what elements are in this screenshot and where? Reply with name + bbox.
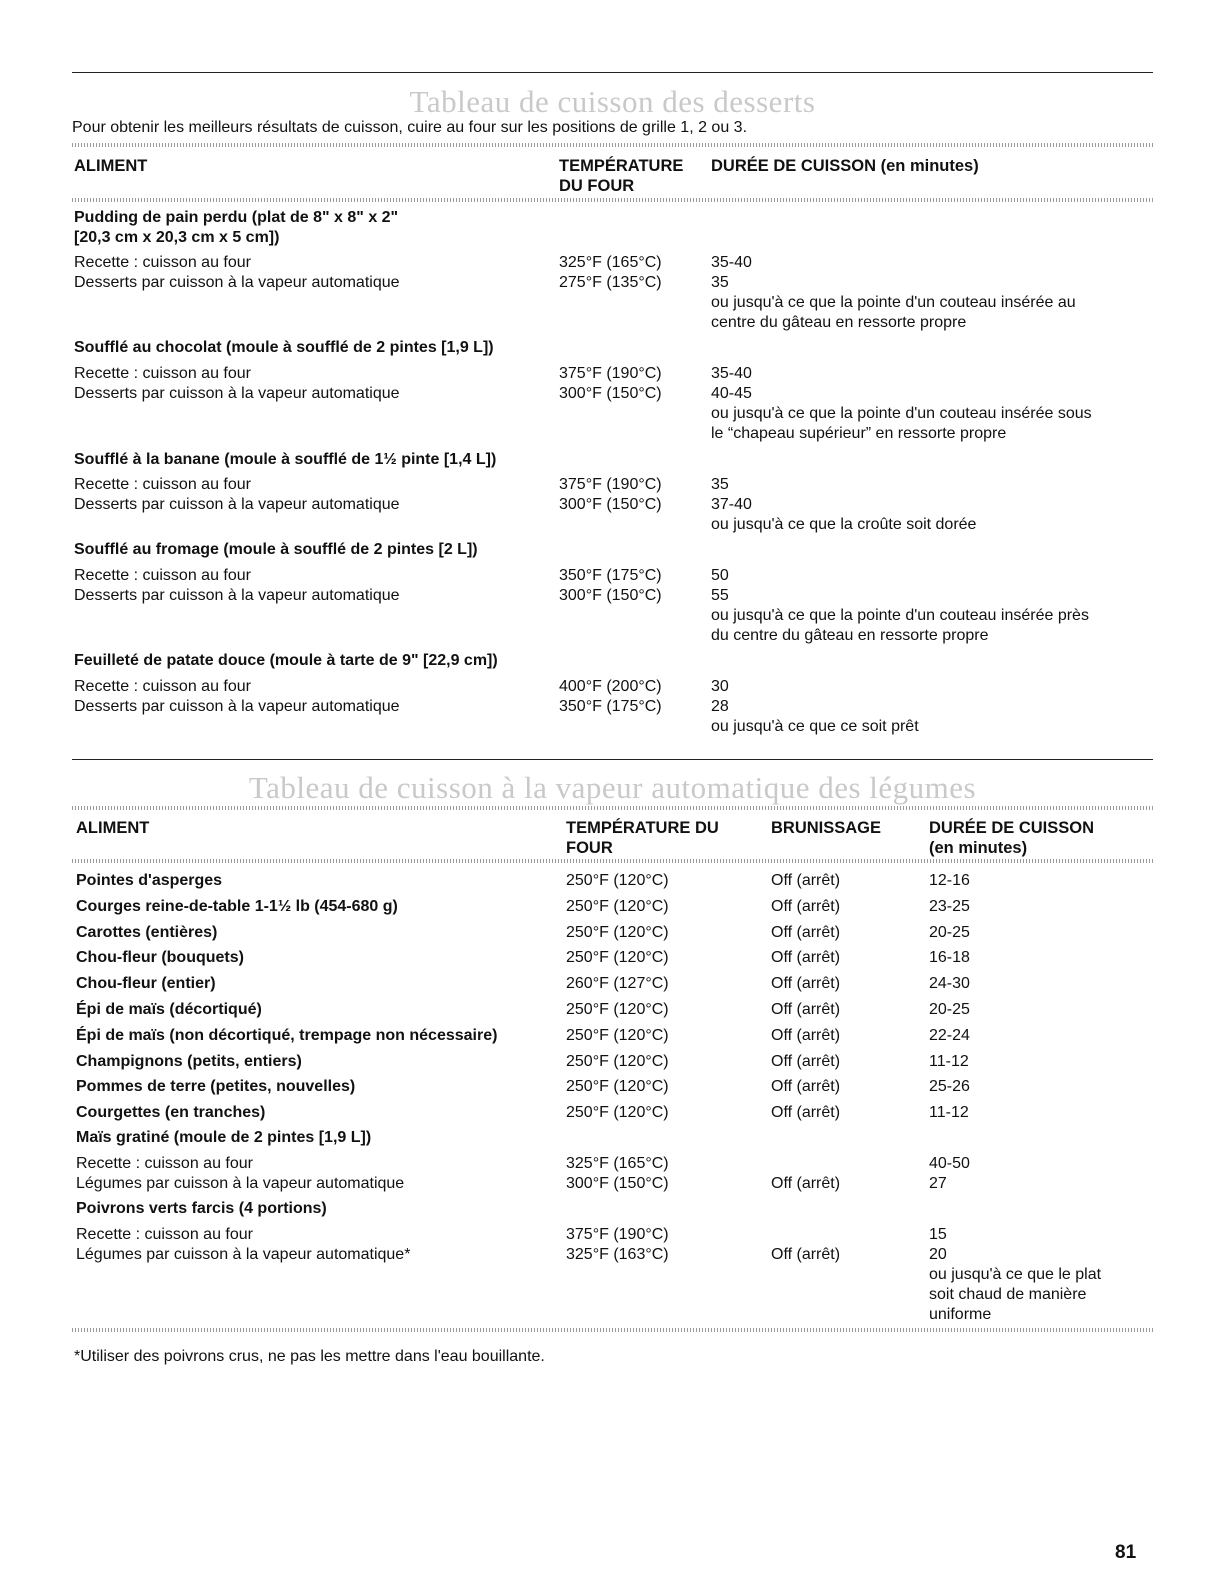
header-temp-line2: FOUR: [566, 839, 613, 857]
row-note: uniforme: [929, 1306, 992, 1323]
dotted-rule: [72, 859, 1153, 863]
header-brunissage: BRUNISSAGE: [771, 819, 882, 837]
veg-temp: 260°F (127°C): [566, 975, 669, 992]
row-temp: 375°F (190°C): [559, 365, 662, 382]
veg-browning: Off (arrêt): [771, 1027, 841, 1044]
veg-browning: Off (arrêt): [771, 1053, 841, 1070]
veg-temp: 250°F (120°C): [566, 872, 669, 889]
veg-browning: Off (arrêt): [771, 975, 841, 992]
veg-time: 16-18: [929, 949, 970, 966]
row-temp: 375°F (190°C): [559, 476, 662, 493]
veg-browning: Off (arrêt): [771, 898, 841, 915]
item-name: [20,3 cm x 20,3 cm x 5 cm]): [74, 229, 280, 246]
row-label: Desserts par cuisson à la vapeur automatique: [74, 587, 400, 604]
row-temp: 300°F (150°C): [559, 496, 662, 513]
row-label: Recette : cuisson au four: [76, 1155, 253, 1172]
row-temp: 300°F (150°C): [559, 385, 662, 402]
row-temp: 275°F (135°C): [559, 274, 662, 291]
page-number: 81: [1115, 1542, 1137, 1563]
row-temp: 350°F (175°C): [559, 567, 662, 584]
veg-time: 11-12: [929, 1053, 969, 1070]
veg-browning: Off (arrêt): [771, 949, 841, 966]
veg-name: Courgettes (en tranches): [76, 1104, 266, 1121]
row-time: 15: [929, 1226, 947, 1243]
row-label: Recette : cuisson au four: [74, 567, 251, 584]
dotted-rule: [72, 198, 1153, 202]
veg-browning: Off (arrêt): [771, 1104, 841, 1121]
header-aliment: ALIMENT: [74, 157, 148, 175]
header-temp-line1: TEMPÉRATURE DU: [566, 819, 719, 837]
row-label: Légumes par cuisson à la vapeur automatique*: [76, 1246, 411, 1263]
veg-browning: Off (arrêt): [771, 1001, 841, 1018]
row-time: 35: [711, 274, 729, 291]
row-label: Desserts par cuisson à la vapeur automatique: [74, 698, 400, 715]
item-name: Soufflé au chocolat (moule à soufflé de 2 pintes [1,9 L]): [74, 339, 494, 356]
veg-browning: Off (arrêt): [771, 924, 841, 941]
veg-name: Carottes (entières): [76, 924, 218, 941]
row-temp: 325°F (165°C): [566, 1155, 669, 1172]
row-time: 35: [711, 476, 729, 493]
footnote: *Utiliser des poivrons crus, ne pas les mettre dans l'eau bouillante.: [74, 1348, 545, 1365]
row-time: 30: [711, 678, 729, 695]
row-temp: 300°F (150°C): [559, 587, 662, 604]
top-rule: [72, 72, 1153, 73]
veg-name: Épi de maïs (non décortiqué, trempage non nécessaire): [76, 1027, 498, 1044]
veg-browning: Off (arrêt): [771, 872, 841, 889]
row-label: Recette : cuisson au four: [74, 365, 251, 382]
veg-time: 20-25: [929, 1001, 970, 1018]
veg-name: Chou-fleur (entier): [76, 975, 216, 992]
row-browning: Off (arrêt): [771, 1175, 841, 1192]
dotted-rule: [72, 806, 1153, 810]
veg-name: Pommes de terre (petites, nouvelles): [76, 1078, 356, 1095]
row-time: 20: [929, 1246, 947, 1263]
veg-time: 23-25: [929, 898, 970, 915]
item-name: Soufflé à la banane (moule à soufflé de 1½ pinte [1,4 L]): [74, 451, 497, 468]
row-time: 40-50: [929, 1155, 970, 1172]
veg-name: Épi de maïs (décortiqué): [76, 1001, 262, 1018]
header-temp-line2: DU FOUR: [559, 177, 635, 195]
dotted-rule: [72, 1328, 1153, 1332]
item-name: Feuilleté de patate douce (moule à tarte de 9" [22,9 cm]): [74, 652, 498, 669]
row-temp: 325°F (163°C): [566, 1246, 669, 1263]
row-label: Desserts par cuisson à la vapeur automatique: [74, 385, 400, 402]
veg-name: Champignons (petits, entiers): [76, 1053, 302, 1070]
row-temp: 375°F (190°C): [566, 1226, 669, 1243]
row-note: ou jusqu'à ce que la croûte soit dorée: [711, 516, 977, 533]
row-note: ou jusqu'à ce que la pointe d'un couteau insérée près: [711, 607, 1089, 624]
row-label: Recette : cuisson au four: [74, 678, 251, 695]
veg-temp: 250°F (120°C): [566, 1053, 669, 1070]
veg-time: 12-16: [929, 872, 970, 889]
row-time: 28: [711, 698, 729, 715]
header-aliment: ALIMENT: [76, 819, 150, 837]
row-note: centre du gâteau en ressorte propre: [711, 314, 967, 331]
row-browning: Off (arrêt): [771, 1246, 841, 1263]
veg-temp: 250°F (120°C): [566, 898, 669, 915]
vegetables-title: Tableau de cuisson à la vapeur automatique des légumes: [248, 770, 977, 805]
veg-temp: 250°F (120°C): [566, 949, 669, 966]
veg-temp: 250°F (120°C): [566, 1001, 669, 1018]
row-label: Recette : cuisson au four: [74, 476, 251, 493]
veg-name: Chou-fleur (bouquets): [76, 949, 244, 966]
row-note: ou jusqu'à ce que ce soit prêt: [711, 718, 919, 735]
row-note: du centre du gâteau en ressorte propre: [711, 627, 989, 644]
row-temp: 325°F (165°C): [559, 254, 662, 271]
veg-temp: 250°F (120°C): [566, 1027, 669, 1044]
row-note: ou jusqu'à ce que la pointe d'un couteau insérée sous: [711, 405, 1092, 422]
row-time: 50: [711, 567, 729, 584]
row-label: Recette : cuisson au four: [74, 254, 251, 271]
row-time: 35-40: [711, 254, 752, 271]
desserts-title: Tableau de cuisson des desserts: [409, 84, 816, 119]
veg-temp: 250°F (120°C): [566, 1078, 669, 1095]
header-duree-line2: (en minutes): [929, 839, 1028, 857]
row-time: 35-40: [711, 365, 752, 382]
row-label: Desserts par cuisson à la vapeur automatique: [74, 274, 400, 291]
row-note: ou jusqu'à ce que le plat: [929, 1266, 1102, 1283]
row-temp: 350°F (175°C): [559, 698, 662, 715]
item-name: Soufflé au fromage (moule à soufflé de 2 pintes [2 L]): [74, 541, 478, 558]
row-time: 40-45: [711, 385, 752, 402]
section-rule: [72, 759, 1153, 760]
veg-name: Pointes d'asperges: [76, 872, 223, 889]
row-label: Légumes par cuisson à la vapeur automatique: [76, 1175, 405, 1192]
veg-browning: Off (arrêt): [771, 1078, 841, 1095]
row-time: 55: [711, 587, 729, 604]
item-name: Pudding de pain perdu (plat de 8" x 8" x 2": [74, 209, 399, 226]
row-note: ou jusqu'à ce que la pointe d'un couteau insérée au: [711, 294, 1076, 311]
row-note: soit chaud de manière: [929, 1286, 1087, 1303]
veg-temp: 250°F (120°C): [566, 924, 669, 941]
row-label: Desserts par cuisson à la vapeur automatique: [74, 496, 400, 513]
header-duree-line1: DURÉE DE CUISSON: [929, 819, 1095, 837]
item-name: Poivrons verts farcis (4 portions): [76, 1200, 327, 1217]
veg-time: 11-12: [929, 1104, 969, 1121]
header-duree: DURÉE DE CUISSON (en minutes): [711, 157, 979, 175]
row-temp: 300°F (150°C): [566, 1175, 669, 1192]
veg-time: 22-24: [929, 1027, 970, 1044]
veg-name: Courges reine-de-table 1-1½ lb (454-680 g): [76, 898, 398, 915]
row-label: Recette : cuisson au four: [76, 1226, 253, 1243]
row-temp: 400°F (200°C): [559, 678, 662, 695]
row-note: le “chapeau supérieur” en ressorte propre: [711, 425, 1007, 442]
row-time: 37-40: [711, 496, 752, 513]
row-time: 27: [929, 1175, 947, 1192]
veg-temp: 250°F (120°C): [566, 1104, 669, 1121]
veg-time: 20-25: [929, 924, 970, 941]
header-temp-line1: TEMPÉRATURE: [559, 157, 684, 175]
veg-time: 25-26: [929, 1078, 970, 1095]
veg-time: 24-30: [929, 975, 970, 992]
dotted-rule: [72, 143, 1153, 147]
item-name: Maïs gratiné (moule de 2 pintes [1,9 L]): [76, 1129, 372, 1146]
desserts-intro: Pour obtenir les meilleurs résultats de cuisson, cuire au four sur les positions de grille 1, 2 ou 3.: [72, 119, 748, 136]
